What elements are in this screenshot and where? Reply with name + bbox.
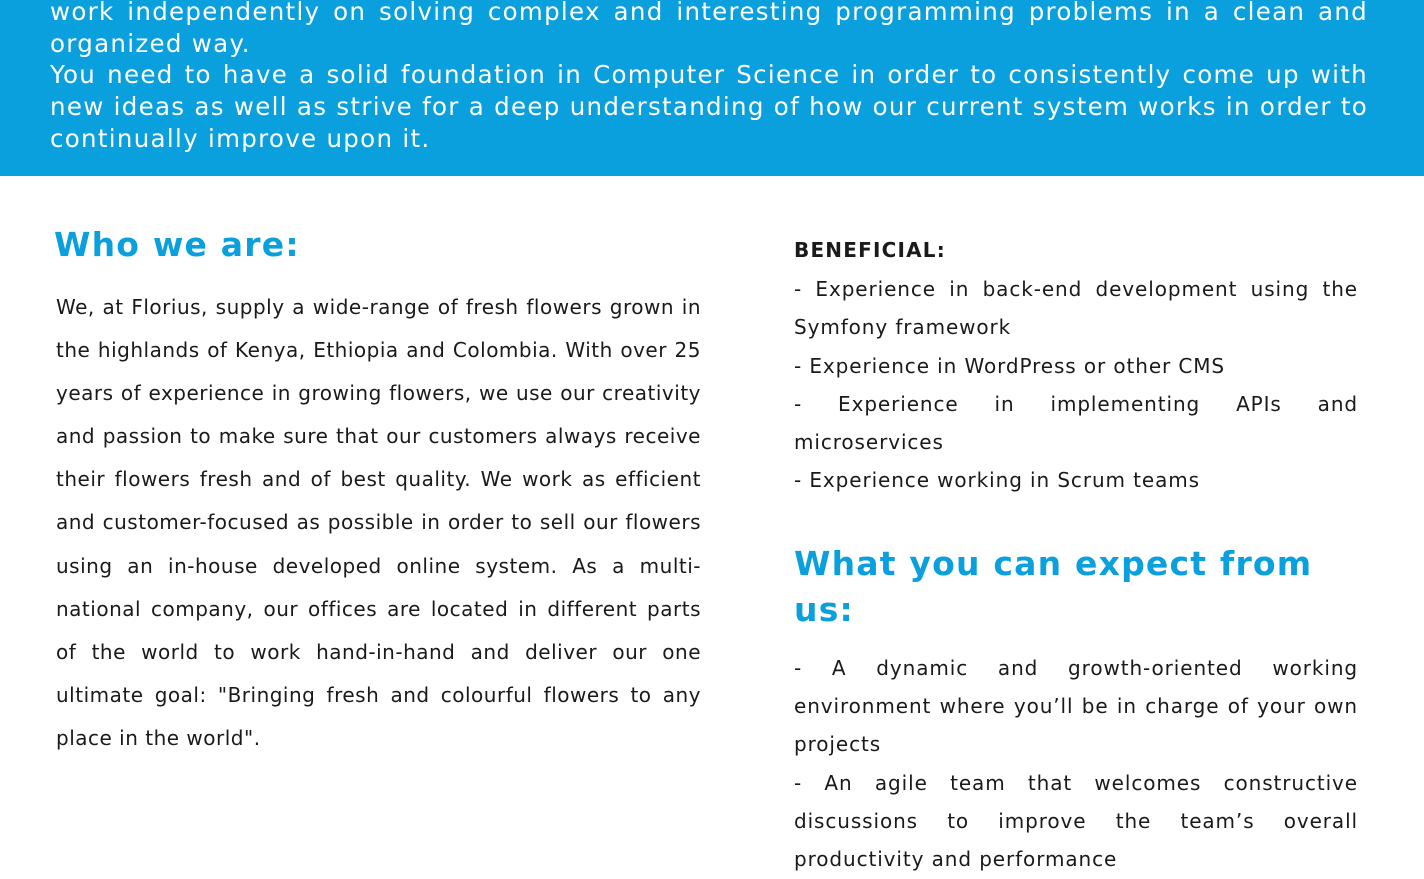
list-item: - Experience working in Scrum teams xyxy=(794,468,1200,493)
about-body: We, at Florius, supply a wide-range of fresh flowers grown in the highlands of Kenya, Ethiopia and Colombia. With over 25 years of experience in growing flowers, we use our creativity and passion to make sure that our customers always receive their flowers fresh and of best quality. We work as efficient and customer-focused as possible in order to sell our flowers using an in-house developed online system. As a multi-national company, our offices are located in different parts of the world to work hand-in-hand and deliver our one ultimate goal: "Bringing fresh and colourful flowers to any place in the world". xyxy=(56,295,701,750)
about-heading: Who we are: xyxy=(54,225,300,264)
list-item: - Experience in implementing APIs and microservices xyxy=(794,391,1358,455)
expect-heading: What you can expect from us: xyxy=(794,543,1313,629)
list-item: - An agile team that welcomes constructive discussions to improve the team’s overall productivity and performance xyxy=(794,770,1358,872)
about-section xyxy=(56,222,701,760)
list-item: - A dynamic and growth-oriented working environment where you’ll be in charge of your own projects xyxy=(794,655,1358,757)
list-item: - Experience in back-end development using the Symfony framework xyxy=(794,277,1358,340)
list-item: - Experience in WordPress or other CMS xyxy=(794,353,1226,378)
beneficial-list xyxy=(794,270,1358,500)
beneficial-label: BENEFICIAL: xyxy=(794,238,946,262)
banner-paragraph: work independently on solving complex and interesting programming problems in a clean and organized way. xyxy=(50,0,1368,58)
requirements-section xyxy=(794,230,1358,879)
intro-banner xyxy=(0,0,1424,176)
banner-paragraph: You need to have a solid foundation in Computer Science in order to consistently come up with new ideas as well as strive for a deep understanding of how our current system works in order to continually improve upon it. xyxy=(50,60,1369,153)
banner-text xyxy=(50,0,1368,155)
expect-list xyxy=(794,649,1358,879)
